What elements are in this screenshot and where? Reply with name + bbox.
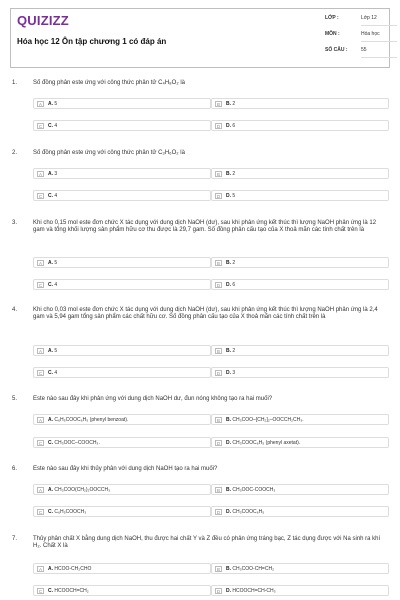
question-text: Số đồng phân este ứng với công thức phân tử C₄H₈O₂ là bbox=[33, 80, 186, 86]
answer-option-b[interactable] bbox=[211, 168, 389, 179]
option-text: CH₃COOC₆H₅ bbox=[232, 509, 265, 515]
question-text: Số đồng phân este ứng với công thức phân tử C₃H₆O₂ là bbox=[33, 150, 185, 156]
option-prefix: D. bbox=[226, 123, 231, 129]
option-letter-box: A bbox=[38, 261, 42, 266]
option-prefix: C. bbox=[48, 370, 53, 376]
option-letter-box: C bbox=[38, 283, 43, 288]
option-prefix: A. bbox=[48, 171, 53, 177]
option-text: CH₃OOC-COOCH₃ bbox=[232, 487, 276, 493]
question-6 bbox=[12, 466, 388, 526]
question-number: 1. bbox=[12, 80, 18, 86]
divider bbox=[361, 41, 397, 42]
divider bbox=[361, 57, 397, 58]
brand-logo: QUIZIZZ bbox=[17, 13, 69, 28]
question-number: 7. bbox=[12, 536, 18, 542]
answer-option-b[interactable] bbox=[211, 345, 389, 356]
option-letter-box: D bbox=[216, 510, 221, 515]
answer-option-d[interactable] bbox=[211, 190, 389, 201]
option-text: 5 bbox=[54, 260, 58, 266]
option-text: 3 bbox=[54, 171, 58, 177]
answer-option-b[interactable] bbox=[211, 563, 389, 574]
option-text: 4 bbox=[54, 370, 58, 376]
question-count-label: SỐ CÂU : bbox=[325, 47, 348, 53]
option-letter-box: C bbox=[38, 510, 43, 515]
answer-option-d[interactable] bbox=[211, 279, 389, 290]
option-prefix: D. bbox=[226, 588, 231, 594]
grade-label: LỚP : bbox=[325, 15, 339, 21]
question-number: 6. bbox=[12, 466, 18, 472]
option-letter-box: A bbox=[38, 488, 42, 493]
option-prefix: D. bbox=[226, 193, 231, 199]
answer-option-c[interactable] bbox=[33, 190, 211, 201]
answer-option-c[interactable] bbox=[33, 585, 211, 596]
option-text: 6 bbox=[232, 123, 236, 129]
question-count-value: 55 bbox=[361, 47, 367, 53]
option-letter-box: C bbox=[38, 371, 43, 376]
option-prefix: A. bbox=[48, 348, 53, 354]
answer-option-c[interactable] bbox=[33, 437, 211, 448]
answer-option-b[interactable] bbox=[211, 98, 389, 109]
question-2 bbox=[12, 150, 388, 210]
question-text: Thủy phân chất X bằng dung dịch NaOH, thu được hai chất Y và Z đều có phản ứng tráng bạc, Z tác dụng được với Na sinh ra khí H₂. Chất X là bbox=[33, 536, 381, 549]
option-text: 5 bbox=[232, 193, 236, 199]
option-letter-box: A bbox=[38, 172, 42, 177]
option-text: HCOOCH=CH-CH₃ bbox=[232, 588, 276, 594]
answer-option-c[interactable] bbox=[33, 279, 211, 290]
question-text: Khi cho 0,03 mol este đơn chức X tác dụng với dung dịch NaOH (dư), sau khi phản ứng kết thúc thì lượng NaOH phản ứng là 2,4 gam và 5,94 gam tổng sản phẩm các chất hữu cơ. Số đồng phân cấu tạo của X thoả mãn các tính chất trên là bbox=[33, 307, 378, 320]
option-text: CH₃COOC₆H₅ (phenyl axetat). bbox=[232, 440, 301, 446]
option-prefix: D. bbox=[226, 282, 231, 288]
option-text: 2 bbox=[232, 348, 236, 354]
option-text: 3 bbox=[232, 370, 236, 376]
answer-option-a[interactable] bbox=[33, 345, 211, 356]
option-prefix: A. bbox=[48, 487, 53, 493]
option-prefix: D. bbox=[226, 509, 231, 515]
option-letter-box: C bbox=[38, 194, 43, 199]
option-prefix: B. bbox=[226, 171, 231, 177]
option-letter-box: A bbox=[38, 349, 42, 354]
question-number: 5. bbox=[12, 396, 18, 402]
answer-option-b[interactable] bbox=[211, 414, 389, 425]
document-title: Hóa học 12 Ôn tập chương 1 có đáp án bbox=[17, 37, 167, 46]
question-5 bbox=[12, 396, 388, 456]
option-text: CH₃COO(CH₂)₂OOCCH₃ bbox=[54, 487, 111, 493]
answer-option-d[interactable] bbox=[211, 585, 389, 596]
option-prefix: B. bbox=[226, 417, 231, 423]
question-number: 3. bbox=[12, 220, 18, 226]
option-letter-box: D bbox=[216, 124, 221, 129]
option-prefix: B. bbox=[226, 566, 231, 572]
option-text: 6 bbox=[232, 282, 236, 288]
answer-option-b[interactable] bbox=[211, 257, 389, 268]
option-letter-box: B bbox=[216, 349, 220, 354]
option-prefix: D. bbox=[226, 370, 231, 376]
option-prefix: A. bbox=[48, 417, 53, 423]
option-prefix: C. bbox=[48, 440, 53, 446]
option-letter-box: D bbox=[216, 441, 221, 446]
option-letter-box: B bbox=[216, 567, 220, 572]
option-letter-box: D bbox=[216, 371, 221, 376]
option-letter-box: A bbox=[38, 567, 42, 572]
option-text: 2 bbox=[232, 260, 236, 266]
answer-option-b[interactable] bbox=[211, 484, 389, 495]
option-letter-box: D bbox=[216, 589, 221, 594]
question-1 bbox=[12, 80, 388, 140]
question-4 bbox=[12, 307, 388, 382]
option-text: 4 bbox=[54, 123, 58, 129]
option-text: 4 bbox=[54, 282, 58, 288]
question-3 bbox=[12, 220, 388, 295]
question-7 bbox=[12, 536, 388, 598]
subject-value: Hóa học bbox=[361, 31, 380, 37]
option-prefix: D. bbox=[226, 440, 231, 446]
option-letter-box: B bbox=[216, 172, 220, 177]
option-letter-box: B bbox=[216, 418, 220, 423]
answer-option-d[interactable] bbox=[211, 506, 389, 517]
answer-option-a[interactable] bbox=[33, 168, 211, 179]
option-prefix: B. bbox=[226, 348, 231, 354]
option-prefix: B. bbox=[226, 101, 231, 107]
option-text: CH₃COO-CH=CH₂ bbox=[232, 566, 275, 572]
option-letter-box: D bbox=[216, 283, 221, 288]
answer-option-a[interactable] bbox=[33, 484, 211, 495]
option-text: C₆H₅COOCH₃ bbox=[54, 509, 87, 515]
option-letter-box: A bbox=[38, 102, 42, 107]
option-text: C₆H₅COOC₆H₅ (phenyl benzoat). bbox=[54, 417, 129, 423]
option-prefix: B. bbox=[226, 487, 231, 493]
answer-option-c[interactable] bbox=[33, 367, 211, 378]
worksheet-header bbox=[10, 8, 390, 68]
option-letter-box: B bbox=[216, 102, 220, 107]
grade-value: Lớp 12 bbox=[361, 15, 377, 21]
option-text: 5 bbox=[54, 348, 58, 354]
option-text: 4 bbox=[54, 193, 58, 199]
option-text: CH₃COO–[CH₂]₂–OOCCH₂CH₃. bbox=[232, 417, 304, 423]
option-text: HCOOCH=CH₂ bbox=[54, 588, 89, 594]
answer-option-c[interactable] bbox=[33, 506, 211, 517]
option-text: CH₃OOC–COOCH₃. bbox=[54, 440, 100, 446]
option-prefix: B. bbox=[226, 260, 231, 266]
answer-option-a[interactable] bbox=[33, 257, 211, 268]
option-prefix: C. bbox=[48, 282, 53, 288]
option-letter-box: C bbox=[38, 441, 43, 446]
answer-option-a[interactable] bbox=[33, 98, 211, 109]
option-prefix: C. bbox=[48, 123, 53, 129]
question-text: Khi cho 0,15 mol este đơn chức X tác dụng với dung dịch NaOH (dư), sau khi phản ứng kết thúc thì lượng NaOH phản ứng là 12 gam và tổng khối lượng sản phẩm hữu cơ thu được là 29,7 gam. Số đồng phân cấu tạo của X thoả mãn các tính chất trên là bbox=[33, 220, 377, 233]
option-text: 2 bbox=[232, 171, 236, 177]
answer-option-d[interactable] bbox=[211, 367, 389, 378]
option-letter-box: C bbox=[38, 124, 43, 129]
option-letter-box: C bbox=[38, 589, 43, 594]
option-text: 5 bbox=[54, 101, 58, 107]
option-letter-box: A bbox=[38, 418, 42, 423]
option-text: HCOO-CH₂CHO bbox=[54, 566, 92, 572]
option-prefix: A. bbox=[48, 101, 53, 107]
option-prefix: A. bbox=[48, 566, 53, 572]
option-letter-box: D bbox=[216, 194, 221, 199]
answer-option-a[interactable] bbox=[33, 414, 211, 425]
divider bbox=[361, 25, 397, 26]
answer-option-c[interactable] bbox=[33, 120, 211, 131]
option-prefix: A. bbox=[48, 260, 53, 266]
option-prefix: C. bbox=[48, 509, 53, 515]
option-letter-box: B bbox=[216, 261, 220, 266]
answer-option-a[interactable] bbox=[33, 563, 211, 574]
question-number: 2. bbox=[12, 150, 18, 156]
question-text: Este nào sau đây khi thủy phân với dung dịch NaOH tạo ra hai muối? bbox=[33, 466, 218, 472]
option-prefix: C. bbox=[48, 193, 53, 199]
question-text: Este nào sau đây khi phản ứng với dung dịch NaOH dư, đun nóng không tạo ra hai muối? bbox=[33, 396, 273, 402]
option-letter-box: B bbox=[216, 488, 220, 493]
answer-option-d[interactable] bbox=[211, 120, 389, 131]
answer-option-d[interactable] bbox=[211, 437, 389, 448]
option-text: 2 bbox=[232, 101, 236, 107]
subject-label: MÔN : bbox=[325, 31, 340, 37]
option-prefix: C. bbox=[48, 588, 53, 594]
question-number: 4. bbox=[12, 307, 18, 313]
